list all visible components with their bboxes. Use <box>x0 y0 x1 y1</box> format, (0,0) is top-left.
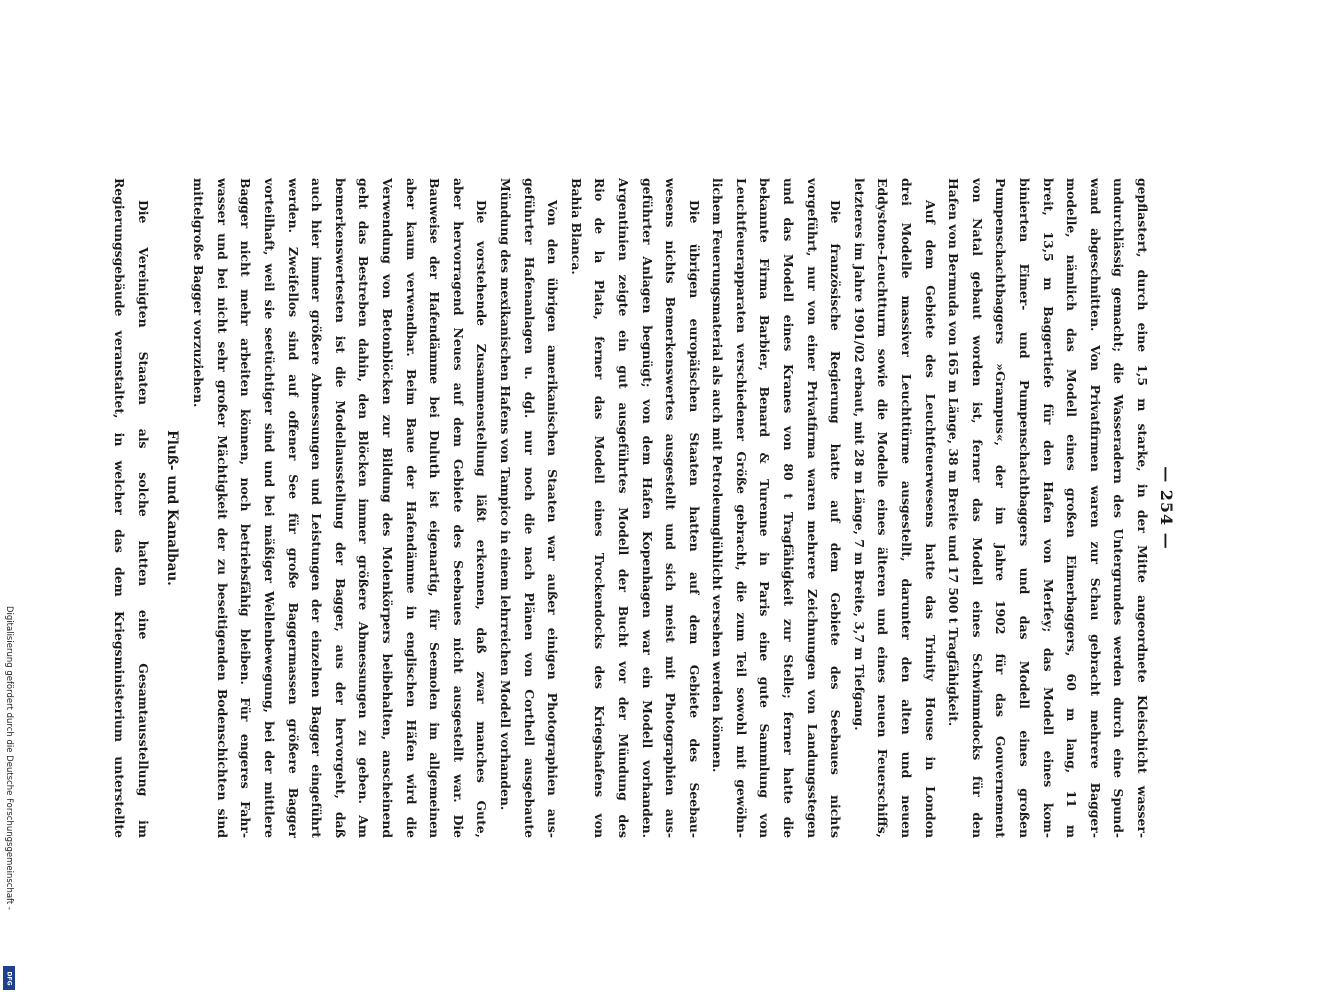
text-line: Die französische Regierung hatte auf dem Gebiete des Seebaues nichts <box>828 200 844 838</box>
section-heading: Fluß- und Kanalbau. <box>163 430 180 586</box>
text-line: Von den übrigen amerikanischen Staaten war außer einigen Photographien aus- <box>545 200 561 838</box>
text-line: Rio de la Plata, ferner das Modell eines Trockendocks des Kriegshafens von <box>592 178 608 838</box>
text-line: bemerkenswertesten ist die Modellausstellung der Bagger, aus der hervorgeht, daß <box>332 178 348 838</box>
text-line: aber kaum verwendbar. Beim Baue der Hafendämme in englischen Häfen wird die <box>403 178 419 838</box>
text-line: wesens nichts Bemerkenswertes ausgestellt und sich meist mit Photographien aus- <box>663 178 679 838</box>
page-number: — 254 — <box>1157 466 1176 550</box>
paragraph-3 <box>706 178 848 838</box>
text-line: geführter Anlagen begnügt; von dem Hafen Kopenhagen war ein Modell vorhanden. <box>639 178 655 838</box>
text-line: aber hervorragend Neues auf dem Gebiete des Seebaues nicht ausgestellt war. Die <box>450 178 466 838</box>
text-line: Verwendung von Betonblöcken zur Bildung des Molenkörpers beibehalten, anscheinend <box>380 178 395 838</box>
text-line: Auf dem Gebiete des Leuchtfeuerwesens hatte das Trinity House in London <box>922 200 938 838</box>
dfg-logo-text: DFG <box>5 970 13 986</box>
text-line: wasser und bei nicht sehr großer Mächtigkeit der zu beseitigenden Bodenschichten sind <box>214 178 230 838</box>
attribution-text: Digitalisierung gefördert durch die Deutsche Forschungsgemeinschaft - <box>4 606 14 910</box>
text-line: Die Vereinigten Staaten als solche hatten eine Gesamtausstellung im <box>136 200 152 838</box>
text-line: letzteres im Jahre 1901/02 erbaut, mit 28 m Länge, 7 m Breite, 3,7 m Tiefgang. <box>851 178 867 731</box>
text-line: Die übrigen europäischen Staaten hatten auf dem Gebiete des Seebau- <box>686 200 702 838</box>
text-line: Regierungsgebäude veranstaltet, in welcher das dem Kriegsministerium unterstellte <box>112 178 128 838</box>
paragraph-6 <box>187 178 494 838</box>
text-line: werden. Zweifellos sind auf offener See für große Baggermassen größere Bagger <box>285 178 301 838</box>
dfg-logo-icon <box>3 966 15 990</box>
text-line: gepflastert, durch eine 1,5 m starke, in der Mitte angeordnete Kleischicht wasser- <box>1135 178 1150 838</box>
text-line: Leuchtfeuerapparaten verschiedener Größe gebracht, die zum Teil sowohl mit gewöhn- <box>733 178 749 838</box>
paragraph-2 <box>847 178 941 838</box>
text-line: Die vorstehende Zusammenstellung läßt erkennen, daß zwar manches Gute, <box>474 200 490 838</box>
rotated-page-content <box>106 178 1176 838</box>
text-line: lichem Feuerungsmaterial als auch mit Petroleumglühlicht versehen werden können. <box>710 178 726 773</box>
text-line: Pumpenschachtbaggers »Grampus«, der im Jahre 1902 für das Gouvernement <box>993 178 1009 838</box>
text-line: undurchlässig gemacht; die Wasseradern des Untergrundes werden durch eine Spund- <box>1111 178 1127 838</box>
text-line: Bahia Blanca. <box>568 178 584 275</box>
text-line: geführter Hafenanlagen u. dgl. nur noch die nach Plänen von Corthell ausgebaute <box>521 178 537 838</box>
text-line: vorgeführt, nur von einer Privatfirma waren mehrere Zeichnungen von Landungsstegen <box>804 178 820 838</box>
text-line: Hafen von Bermuda von 165 m Länge, 38 m Breite und 17 500 t Tragfähigkeit. <box>946 178 962 727</box>
text-line: Mündung des mexikanischen Hafens von Tampico in einem lehrreichen Modell vorhanden. <box>497 178 513 811</box>
text-line: breit, 13,5 m Baggertiefe für den Hafen von Merſey; das Modell eines kom- <box>1040 178 1056 838</box>
attribution-strip <box>0 0 22 1000</box>
text-line: binierten Eimer- und Pumpenschachtbaggers und das Modell eines großen <box>1017 178 1033 838</box>
text-body <box>114 178 1154 838</box>
paragraph-7 <box>108 178 155 838</box>
text-line: auch hier immer größere Abmessungen und Leistungen der einzelnen Bagger eingeführt <box>309 178 325 838</box>
text-line: geht das Bestreben dahin, den Blöcken immer größere Abmessungen zu geben. Am <box>356 178 372 838</box>
text-line: und das Modell eines Kranes von 80 t Tragfähigkeit zur Stelle; ferner hatte die <box>781 178 797 838</box>
text-line: modelle, nämlich das Modell eines großen Eimerbaggers, 60 m lang, 11 m <box>1064 178 1080 838</box>
text-line: Bauweise der Hafendämme bei Duluth ist eigenartig, für Seemolen im allgemeinen <box>427 178 443 838</box>
text-line: Argentinien zeigte ein gut ausgeführtes Modell der Bucht vor der Mündung des <box>615 178 631 838</box>
text-line: bekannte Firma Barbier, Benard & Turenne in Paris eine gute Sammlung von <box>757 178 773 838</box>
paragraph-4 <box>564 178 706 838</box>
text-line: Eddystone-Leuchtturm sowie die Modelle eines älteren und eines neuen Feuerschiffs, <box>875 178 891 838</box>
text-line: drei Modelle massiver Leuchttürme ausgestellt, darunter den alten und neuen <box>899 178 915 838</box>
text-line: von Natal gebaut worden ist, ferner das Modell eines Schwimmdocks für den <box>969 178 985 838</box>
text-line: wand abgeschnitten. Von Privatfirmen waren zur Schau gebracht mehrere Bagger- <box>1087 178 1103 838</box>
text-line: Bagger nicht mehr arbeiten können, noch betriebsfähig bleiben. Für engeres Fahr- <box>238 178 254 838</box>
text-line: mittelgroße Bagger vorzuziehen. <box>191 178 207 408</box>
paragraph-5 <box>493 178 564 838</box>
text-line: vorteilhaft, weil sie seetüchtiger sind und bei mäßiger Wellenbewegung, bei der mittlere <box>262 178 278 838</box>
paragraph-1 <box>942 178 1154 838</box>
